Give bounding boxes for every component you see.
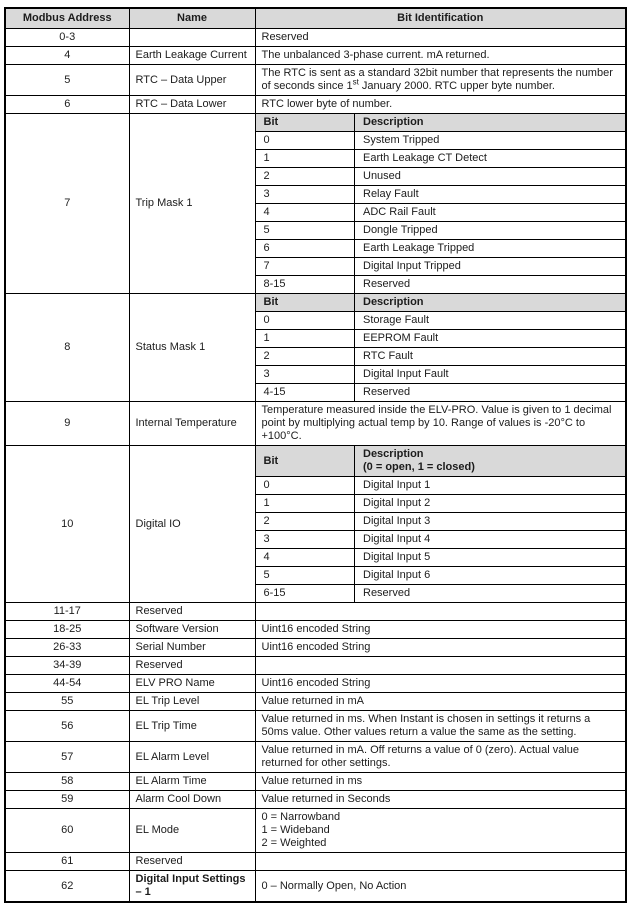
description-text: January 2000. RTC upper byte number. (358, 80, 555, 92)
bit-row (256, 495, 626, 513)
bit-description-cell: RTC Fault (355, 348, 626, 366)
bit-identification-cell: Uint16 encoded String (255, 675, 626, 693)
register-name-cell: Internal Temperature (129, 402, 255, 446)
modbus-address-cell: 0-3 (5, 29, 129, 47)
description-line: 1 = Wideband (261, 824, 330, 836)
bit-description-cell: Digital Input 3 (355, 513, 626, 531)
bit-row (256, 150, 626, 168)
bit-table (256, 446, 626, 602)
bit-identification-cell: Value returned in mA (255, 693, 626, 711)
bit-identification-cell (255, 114, 626, 294)
bit-number-cell: 0 (256, 132, 355, 150)
bit-description-cell: Dongle Tripped (355, 222, 626, 240)
description-line: 0 = Narrowband (261, 811, 341, 823)
bit-description-cell: Digital Input 5 (355, 549, 626, 567)
bit-row (256, 186, 626, 204)
bit-row (256, 477, 626, 495)
bit-number-cell: 4-15 (256, 384, 355, 402)
bit-identification-cell: Temperature measured inside the ELV-PRO. Value is given to 1 decimal point by multiplying actual temp by 10. Range of values is -20°C to +100°C. (255, 402, 626, 446)
modbus-address-cell: 10 (5, 446, 129, 603)
bit-row (256, 384, 626, 402)
bit-identification-cell: RTC lower byte of number. (255, 96, 626, 114)
table-row (5, 96, 626, 114)
table-row (5, 29, 626, 47)
modbus-address-cell: 61 (5, 853, 129, 871)
description-text: The RTC is sent as a standard 32bit number that represents the number of seconds since 1 (261, 67, 613, 92)
bit-row (256, 168, 626, 186)
modbus-address-cell: 62 (5, 871, 129, 903)
register-name-cell: Software Version (129, 621, 255, 639)
bit-row (256, 204, 626, 222)
bit-description-cell: Digital Input 6 (355, 567, 626, 585)
bit-description-cell: Earth Leakage CT Detect (355, 150, 626, 168)
register-name-cell: Digital Input Settings – 1 (129, 871, 255, 903)
bit-number-cell: 3 (256, 531, 355, 549)
bit-row (256, 348, 626, 366)
modbus-address-cell: 57 (5, 742, 129, 773)
bit-row (256, 330, 626, 348)
bit-identification-cell: Value returned in ms (255, 773, 626, 791)
bit-identification-cell (255, 65, 626, 96)
table-row (5, 809, 626, 853)
bit-description-cell: Reserved (363, 386, 411, 398)
register-name-cell: EL Trip Level (129, 693, 255, 711)
column-header-bit-identification: Bit Identification (255, 8, 626, 29)
bit-identification-cell: Uint16 encoded String (255, 621, 626, 639)
table-row (5, 657, 626, 675)
table-row (5, 693, 626, 711)
bit-number-cell: 5 (256, 222, 355, 240)
bit-number-cell: 5 (256, 567, 355, 585)
register-name-cell: Serial Number (129, 639, 255, 657)
bit-table-header-row (256, 446, 626, 477)
bit-description-cell: Digital Input 2 (355, 495, 626, 513)
register-name-cell: Digital IO (129, 446, 255, 603)
bit-table (256, 294, 626, 401)
bit-row (256, 549, 626, 567)
bit-table (256, 114, 626, 293)
table-row (5, 791, 626, 809)
register-name-cell (129, 29, 255, 47)
description-line: 2 = Weighted (261, 837, 327, 849)
bit-number-cell: 1 (256, 495, 355, 513)
bit-number-cell: 3 (256, 186, 355, 204)
register-name-cell: EL Alarm Time (129, 773, 255, 791)
bit-identification-cell (255, 603, 626, 621)
modbus-address-cell: 9 (5, 402, 129, 446)
bit-identification-cell: Reserved (255, 29, 626, 47)
table-row (5, 773, 626, 791)
bit-number-cell: 7 (256, 258, 355, 276)
table-body (5, 29, 626, 903)
bit-identification-cell: Value returned in ms. When Instant is chosen in settings it returns a 50ms value. Other values return a value the same as the setting. (255, 711, 626, 742)
bit-description-cell: EEPROM Fault (355, 330, 626, 348)
description-header-line: (0 = open, 1 = closed) (363, 461, 475, 473)
bit-description-cell: Digital Input 1 (355, 477, 626, 495)
description-header-line: Description (363, 448, 424, 460)
bit-description-cell: Digital Input Tripped (355, 258, 626, 276)
bit-column-header: Bit (256, 294, 355, 312)
table-row (5, 402, 626, 446)
register-name-cell: Trip Mask 1 (129, 114, 255, 294)
bit-identification-cell (255, 446, 626, 603)
bit-column-header: Bit (256, 114, 355, 132)
bit-description-column-header: Description (355, 294, 626, 312)
bit-row (256, 132, 626, 150)
bit-number-cell: 8-15 (256, 276, 355, 294)
register-name-cell: RTC – Data Upper (129, 65, 255, 96)
bit-table-header-row (256, 114, 626, 132)
superscript-text: st (352, 77, 359, 87)
bit-description-cell: Unused (355, 168, 626, 186)
modbus-address-cell: 7 (5, 114, 129, 294)
bit-description-cell: Reserved (363, 587, 411, 599)
modbus-address-cell: 34-39 (5, 657, 129, 675)
bit-identification-cell (255, 294, 626, 402)
bit-row (256, 366, 626, 384)
bit-description-cell: Reserved (363, 278, 411, 290)
modbus-address-cell: 5 (5, 65, 129, 96)
modbus-address-cell: 11-17 (5, 603, 129, 621)
register-name-cell: Alarm Cool Down (129, 791, 255, 809)
bit-number-cell: 3 (256, 366, 355, 384)
register-name-cell: Reserved (129, 603, 255, 621)
bit-identification-cell: Uint16 encoded String (255, 639, 626, 657)
table-row (5, 603, 626, 621)
bit-row (256, 531, 626, 549)
modbus-address-cell: 44-54 (5, 675, 129, 693)
bit-identification-cell: Value returned in Seconds (255, 791, 626, 809)
bit-identification-cell: 0 – Normally Open, No Action (255, 871, 626, 903)
table-row (5, 675, 626, 693)
table-row (5, 711, 626, 742)
table-row (5, 742, 626, 773)
modbus-address-cell: 60 (5, 809, 129, 853)
bit-description-cell: Relay Fault (355, 186, 626, 204)
bit-number-cell: 2 (256, 168, 355, 186)
modbus-address-cell: 6 (5, 96, 129, 114)
register-name-cell: ELV PRO Name (129, 675, 255, 693)
table-row (5, 114, 626, 294)
modbus-address-cell: 26-33 (5, 639, 129, 657)
register-name-cell: RTC – Data Lower (129, 96, 255, 114)
bit-description-column-header (355, 446, 626, 477)
register-name-cell: Reserved (129, 657, 255, 675)
table-row (5, 65, 626, 96)
bit-row (256, 240, 626, 258)
bit-number-cell: 2 (256, 348, 355, 366)
bit-row (256, 567, 626, 585)
modbus-address-cell: 18-25 (5, 621, 129, 639)
table-row (5, 621, 626, 639)
modbus-address-cell: 58 (5, 773, 129, 791)
bit-column-header: Bit (256, 446, 355, 477)
bit-identification-cell (255, 657, 626, 675)
bit-row (256, 585, 626, 603)
table-row (5, 47, 626, 65)
column-header-modbus-address: Modbus Address (5, 8, 129, 29)
modbus-address-cell: 55 (5, 693, 129, 711)
table-row (5, 871, 626, 903)
bit-number-cell: 0 (256, 477, 355, 495)
bit-row (256, 222, 626, 240)
bit-number-cell: 1 (256, 150, 355, 168)
register-name-cell: EL Alarm Level (129, 742, 255, 773)
register-name-cell: Reserved (129, 853, 255, 871)
bit-description-cell: Digital Input 4 (355, 531, 626, 549)
table-header-row (5, 8, 626, 29)
bit-description-cell: Storage Fault (355, 312, 626, 330)
bit-description-cell: Digital Input Fault (355, 366, 626, 384)
bit-number-cell: 4 (256, 204, 355, 222)
column-header-name: Name (129, 8, 255, 29)
table-row (5, 853, 626, 871)
bit-row (256, 312, 626, 330)
modbus-address-cell: 4 (5, 47, 129, 65)
register-name-cell: Earth Leakage Current (129, 47, 255, 65)
bit-description-cell: ADC Rail Fault (355, 204, 626, 222)
bit-identification-cell: The unbalanced 3-phase current. mA returned. (255, 47, 626, 65)
bit-number-cell: 6-15 (256, 585, 355, 603)
modbus-address-cell: 56 (5, 711, 129, 742)
bit-description-cell: System Tripped (355, 132, 626, 150)
bit-identification-cell (255, 853, 626, 871)
register-name-cell: EL Mode (129, 809, 255, 853)
register-name-cell: EL Trip Time (129, 711, 255, 742)
bit-row (256, 513, 626, 531)
bit-row (256, 276, 626, 294)
bit-number-cell: 1 (256, 330, 355, 348)
modbus-address-cell: 59 (5, 791, 129, 809)
bit-identification-cell (255, 809, 626, 853)
table-row (5, 639, 626, 657)
bit-description-column-header: Description (355, 114, 626, 132)
table-row (5, 294, 626, 402)
bit-identification-cell: Value returned in mA. Off returns a value of 0 (zero). Actual value returned for other settings. (255, 742, 626, 773)
bit-number-cell: 2 (256, 513, 355, 531)
bit-number-cell: 0 (256, 312, 355, 330)
register-name-cell: Status Mask 1 (129, 294, 255, 402)
bit-description-cell: Earth Leakage Tripped (355, 240, 626, 258)
bit-number-cell: 6 (256, 240, 355, 258)
bit-table-header-row (256, 294, 626, 312)
modbus-address-cell: 8 (5, 294, 129, 402)
table-row (5, 446, 626, 603)
table-header (5, 8, 626, 29)
bit-number-cell: 4 (256, 549, 355, 567)
bit-row (256, 258, 626, 276)
modbus-register-table (4, 7, 627, 903)
